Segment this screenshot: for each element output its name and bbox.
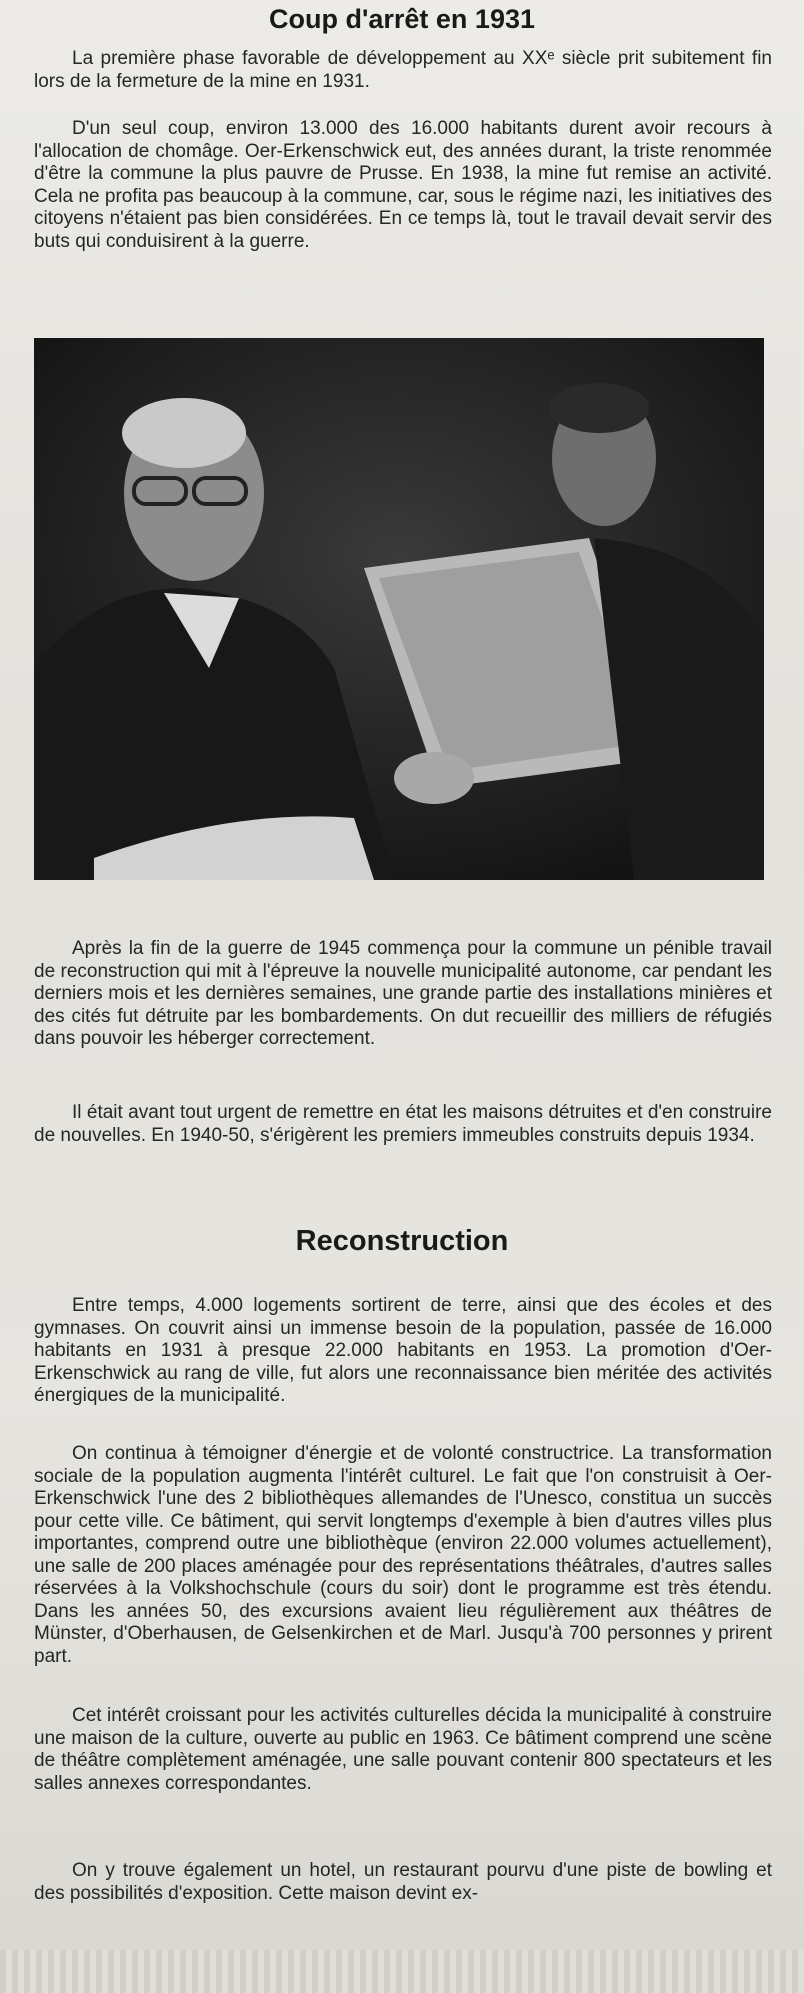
- paragraph-culture-house: Cet intérêt croissant pour les activités culturelles décida la municipalité à construire une maison de la culture, ouverte au public en 1963. Ce bâtiment comprend une scène de théâtre complètement aménagée, une salle pouvant contenir 800 spectateurs et les salles annexes correspondantes.: [34, 1705, 772, 1794]
- paragraph-hotel: On y trouve également un hotel, un restaurant pourvu d'une piste de bowling et des possibilités d'exposition. Cette maison devint ex-: [34, 1860, 772, 1904]
- paragraph-intro: La première phase favorable de développement au XXᵉ siècle prit subitement fin lors de la fermeture de la mine en 1931.: [34, 48, 772, 92]
- section-heading: Reconstruction: [295, 1225, 509, 1257]
- paragraph-housing: Il était avant tout urgent de remettre en état les maisons détruites et d'en construire de nouvelles. En 1940-50, s'érigèrent les premiers immeubles construits depuis 1934.: [34, 1102, 772, 1146]
- historic-photo: [34, 338, 764, 880]
- paragraph-growth: Entre temps, 4.000 logements sortirent de terre, ainsi que des écoles et des gymnases. On couvrit ainsi un immense besoin de la population, passée de 16.000 habitants en 1931 à presque 22.000 habitants en 1953. La promotion d'Oer-Erkenschwick au rang de ville, fut alors une reconnaissance bien méritée des activités énergiques de la municipalité.: [34, 1295, 772, 1406]
- article-title: Coup d'arrêt en 1931: [268, 4, 535, 34]
- paragraph-postwar: Après la fin de la guerre de 1945 commença pour la commune un pénible travail de reconstruction qui mit à l'épreuve la nouvelle municipalité autonome, car pendant les derniers mois et les dernières semaines, une grande partie des installations minières et des cités fut détruite par les bombardements. On dut recueillir des milliers de réfugiés dans pouvoir les héberger correctement.: [34, 938, 772, 1049]
- page-bottom-edge: [0, 1950, 804, 1993]
- paragraph-crisis: D'un seul coup, environ 13.000 des 16.000 habitants durent avoir recours à l'allocation de chomâge. Oer-Erkenschwick eut, des années durant, la triste renommée d'être la commune la plus pauvre de Prusse. En 1938, la mine fut remise an activité. Cela ne profita pas beaucoup à la commune, car, sous le régime nazi, les initiatives des citoyens n'étaient pas bien considérées. En ce temps là, tout le travail devait servir des buts qui conduisirent à la guerre.: [34, 118, 772, 252]
- photo-illustration: [34, 338, 764, 880]
- paragraph-culture: On continua à témoigner d'énergie et de volonté constructrice. La transformation sociale de la population augmenta l'intérêt culturel. Le fait que l'on construisit à Oer-Erkenschwick l'une des 2 bibliothèques allemandes de l'Unesco, constitua un succès pour cette ville. Ce bâtiment, qui servit longtemps d'exemple à bien d'autres villes plus importantes, comprend outre une bibliothèque (environ 22.000 volumes actuellement), une salle de 200 places aménagée pour des représentations théâtrales, d'autres salles réservées à la Volkshochschule (cours du soir) dont le programme est très étendu. Dans les années 50, des excursions avaient lieu régulièrement aux théâtres de Münster, d'Oberhausen, de Gelsenkirchen et de Marl. Jusqu'à 700 personnes y prirent part.: [34, 1443, 772, 1667]
